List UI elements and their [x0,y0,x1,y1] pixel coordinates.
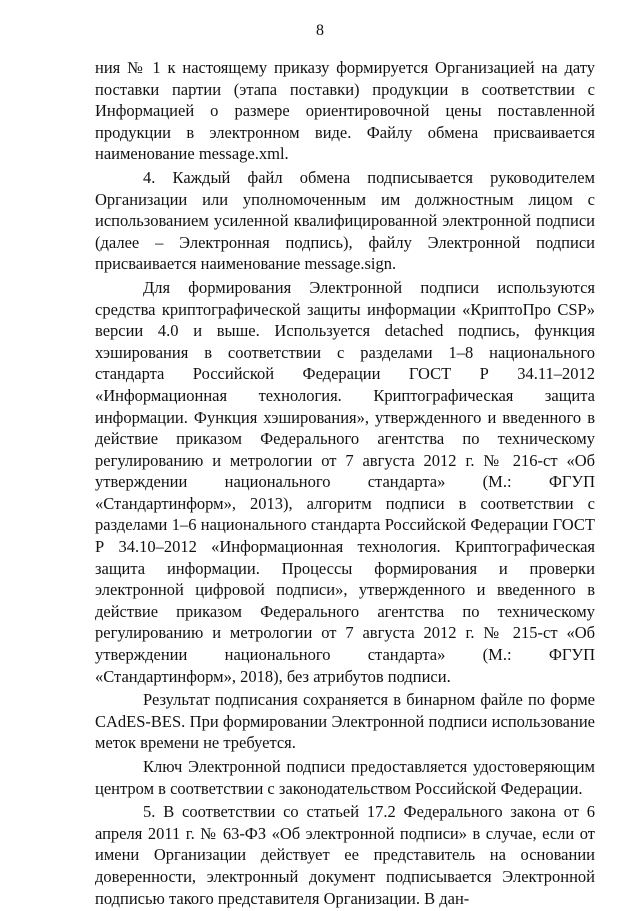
document-body [95,57,595,911]
paragraph-signing-result: Результат подписания сохраняется в бинарном файле по форме CAdES-BES. При формировании Электронной подписи использование меток времени не требуется. [95,690,595,753]
page-number: 8 [316,22,324,39]
paragraph-item-5: 5. В соответствии со статьей 17.2 Федерального закона от 6 апреля 2011 г. № 63-ФЗ «Об электронной подписи» в случае, если от имени Организации действует ее представитель на основании доверенности, электронный документ подписывается Электронной подписью такого представителя Организации. В дан- [95,802,595,908]
paragraph-item-4: 4. Каждый файл обмена подписывается руководителем Организации или уполномоченным им должностным лицом с использованием усиленной квалифицированной электронной подписи (далее – Электронная подпись), файлу Электронной подписи присваивается наименование message.sign. [95,167,595,274]
paragraph-signature-tools: Для формирования Электронной подписи используются средства криптографической защиты информации «КриптоПро CSP» версии 4.0 и выше. Используется detached подпись, функция хэширования в соответствии с разделами 1–8 национального стандарта Российской Федерации ГОСТ Р 34.11–2012 «Информационная технология. Криптографическая защита информации. Функция хэширования», утвержденного и введенного в действие приказом Федерального агентства по техническому регулированию и метрологии от 7 августа 2012 г. № 216-ст «Об утверждении национального стандарта» (М.: ФГУП «Стандартинформ», 2013), алгоритм подписи в соответствии с разделами 1–6 национального стандарта Российской Федерации ГОСТ Р 34.10–2012 «Информационная технология. Криптографическая защита информации. Процессы формирования и проверки электронной цифровой подписи», утвержденного и введенного в действие приказом Федерального агентства по техническому регулированию и метрологии от 7 августа 2012 г. № 215-ст «Об утверждении национального стандарта» (М.: ФГУП «Стандартинформ», 2018), без атрибутов подписи. [95,277,595,686]
paragraph-signature-key: Ключ Электронной подписи предоставляется удостоверяющим центром в соответствии с законодательством Российской Федерации. [95,757,595,798]
paragraph-continuation: ния № 1 к настоящему приказу формируется Организацией на дату поставки партии (этапа поставки) продукции в соответствии с Информацией о размере ориентировочной цены поставленной продукции в электронном виде. Файлу обмена присваивается наименование message.xml. [95,58,595,164]
